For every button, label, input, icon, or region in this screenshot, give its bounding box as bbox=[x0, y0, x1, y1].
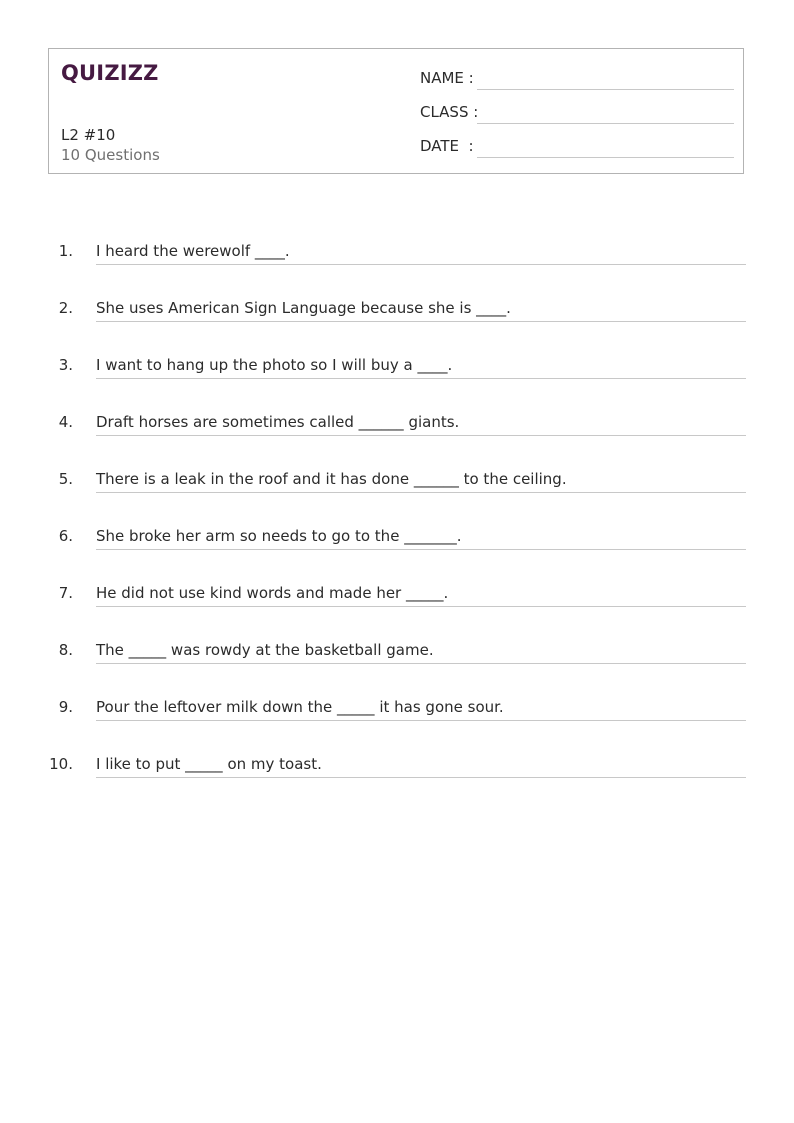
question-text: I want to hang up the photo so I will buy a ____. bbox=[96, 356, 453, 374]
question-item bbox=[48, 580, 746, 637]
question-item bbox=[48, 637, 746, 694]
answer-line[interactable] bbox=[96, 378, 746, 379]
answer-line[interactable] bbox=[96, 777, 746, 778]
answer-line[interactable] bbox=[96, 264, 746, 265]
question-item bbox=[48, 352, 746, 409]
date-blank-line[interactable] bbox=[477, 157, 734, 158]
name-field bbox=[420, 67, 734, 101]
answer-line[interactable] bbox=[96, 720, 746, 721]
question-number: 9. bbox=[58, 698, 73, 716]
question-number: 5. bbox=[58, 470, 73, 488]
question-number: 6. bbox=[58, 527, 73, 545]
question-text: Pour the leftover milk down the _____ it has gone sour. bbox=[96, 698, 504, 716]
answer-line[interactable] bbox=[96, 321, 746, 322]
answer-line[interactable] bbox=[96, 549, 746, 550]
question-number: 10. bbox=[49, 755, 73, 773]
class-blank-line[interactable] bbox=[477, 123, 734, 124]
name-blank-line[interactable] bbox=[477, 89, 734, 90]
answer-line[interactable] bbox=[96, 492, 746, 493]
logo-text: QUIZIZZ bbox=[61, 61, 159, 85]
quiz-title: L2 #10 bbox=[61, 126, 116, 144]
answer-line[interactable] bbox=[96, 663, 746, 664]
question-text: Draft horses are sometimes called ______ giants. bbox=[96, 413, 460, 431]
question-text: I like to put _____ on my toast. bbox=[96, 755, 322, 773]
question-text: She broke her arm so needs to go to the _______. bbox=[96, 527, 462, 545]
question-text: The _____ was rowdy at the basketball game. bbox=[96, 641, 434, 659]
worksheet-header bbox=[48, 48, 744, 174]
answer-line[interactable] bbox=[96, 435, 746, 436]
question-text: There is a leak in the roof and it has done ______ to the ceiling. bbox=[96, 470, 567, 488]
question-number: 8. bbox=[58, 641, 73, 659]
question-item bbox=[48, 466, 746, 523]
question-number: 2. bbox=[58, 299, 73, 317]
class-field bbox=[420, 101, 734, 135]
question-item bbox=[48, 751, 746, 808]
question-number: 1. bbox=[58, 242, 73, 260]
question-number: 3. bbox=[58, 356, 73, 374]
question-item bbox=[48, 295, 746, 352]
question-item bbox=[48, 694, 746, 751]
question-item bbox=[48, 523, 746, 580]
student-info-fields bbox=[420, 67, 734, 169]
question-text: She uses American Sign Language because she is ____. bbox=[96, 299, 511, 317]
question-text: I heard the werewolf ____. bbox=[96, 242, 290, 260]
question-list bbox=[48, 238, 746, 808]
question-item bbox=[48, 409, 746, 466]
question-count: 10 Questions bbox=[61, 146, 160, 164]
question-item bbox=[48, 238, 746, 295]
date-label: DATE : bbox=[420, 137, 474, 155]
answer-line[interactable] bbox=[96, 606, 746, 607]
question-number: 4. bbox=[58, 413, 73, 431]
question-number: 7. bbox=[58, 584, 73, 602]
question-text: He did not use kind words and made her _____. bbox=[96, 584, 449, 602]
date-field bbox=[420, 135, 734, 169]
class-label: CLASS : bbox=[420, 103, 479, 121]
name-label: NAME : bbox=[420, 69, 474, 87]
quizizz-logo bbox=[61, 59, 159, 87]
